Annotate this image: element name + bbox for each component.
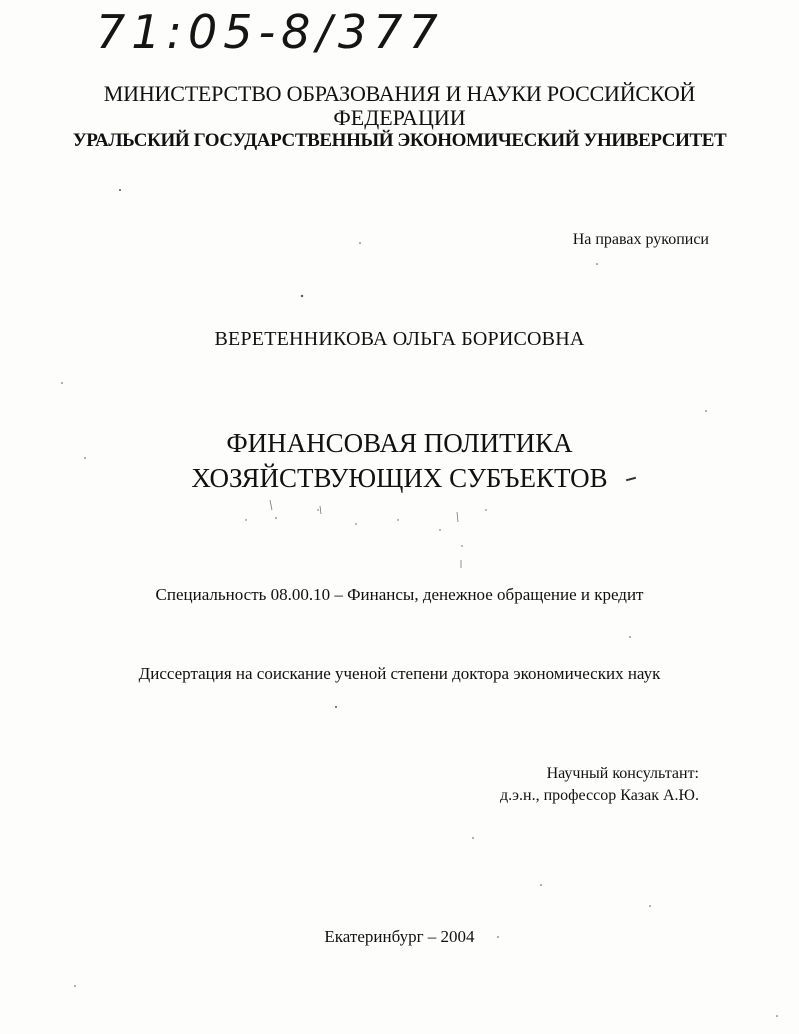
consultant-name: д.э.н., профессор Казак А.Ю. — [500, 787, 699, 804]
rights-note: На правах рукописи — [572, 231, 709, 248]
title-line-2: ХОЗЯЙСТВУЮЩИХ СУБЪЕКТОВ — [191, 463, 608, 493]
author-name: ВЕРЕТЕННИКОВА ОЛЬГА БОРИСОВНА — [214, 328, 585, 350]
consultant-label: Научный консультант: — [546, 765, 699, 782]
consultant-block — [500, 763, 699, 807]
city-year: Екатеринбург – 2004 — [324, 927, 475, 946]
dissertation-line: Диссертация на соискание ученой степени доктора экономических наук — [138, 664, 661, 683]
ministry-line-2: ФЕДЕРАЦИИ — [333, 105, 466, 130]
handwritten-archive-code — [92, 2, 452, 60]
university-name: УРАЛЬСКИЙ ГОСУДАРСТВЕННЫЙ ЭКОНОМИЧЕСКИЙ УНИВЕРСИТЕТ — [72, 130, 727, 151]
speciality-line: Специальность 08.00.10 – Финансы, денежное обращение и кредит — [155, 585, 644, 604]
title-line-1: ФИНАНСОВАЯ ПОЛИТИКА — [226, 428, 573, 458]
handwritten-code-text: 71:05-8/377 — [96, 5, 444, 59]
ministry-line-1: МИНИСТЕРСТВО ОБРАЗОВАНИЯ И НАУКИ РОССИЙСКОЙ — [103, 81, 696, 106]
